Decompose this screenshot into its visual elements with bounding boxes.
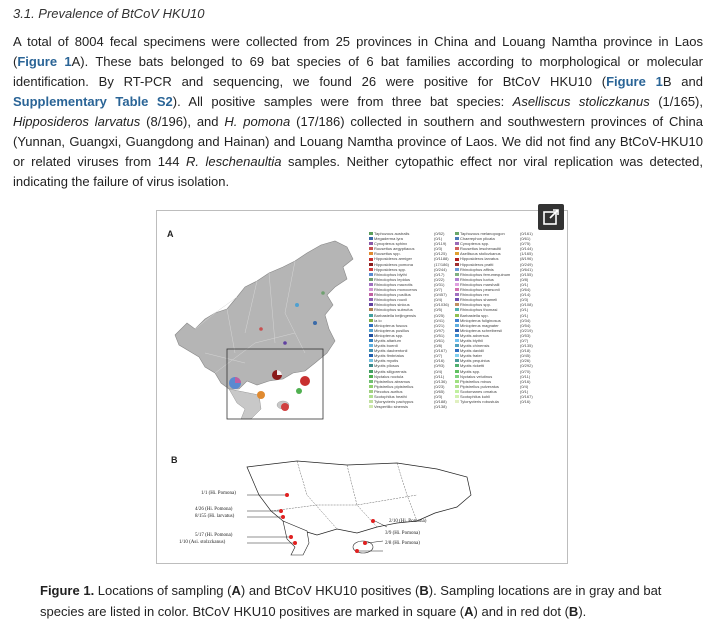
legend-swatch (455, 314, 459, 317)
legend-swatch (369, 263, 373, 266)
positive-label: 4/26 (Hi. Pomona) (195, 507, 233, 512)
sample-dot (283, 341, 287, 345)
legend-swatch (455, 349, 459, 352)
legend-count: (0/16) (520, 378, 531, 384)
expand-figure-button[interactable] (538, 204, 564, 230)
positive-label: 8/155 (Hi. larvatus) (195, 514, 235, 519)
legend-swatch (369, 334, 373, 337)
legend-count: (0/64) (520, 287, 531, 293)
legend-count: (0/219) (520, 327, 533, 333)
laos-region (229, 389, 261, 419)
legend-swatch (455, 380, 459, 383)
legend-count: (8/196) (520, 256, 533, 262)
legend-species-name: Myotis altarium (374, 337, 401, 343)
legend-swatch (455, 237, 459, 240)
sample-dot (321, 291, 325, 295)
legend-species-name: Rhinolophus pearsonii (460, 287, 500, 293)
legend-count: (0/7) (520, 337, 529, 343)
sample-pie (281, 403, 289, 411)
legend-swatch (455, 319, 459, 322)
legend-swatch (369, 370, 373, 373)
legend-swatch (455, 232, 459, 235)
legend-count: (0/61) (520, 236, 531, 242)
legend-species-name: Nyctalus velutinus (460, 373, 493, 379)
legend-swatch (369, 375, 373, 378)
legend-swatch (455, 395, 459, 398)
legend-swatch (455, 385, 459, 388)
expand-icon (538, 204, 564, 230)
legend-swatch (369, 247, 373, 250)
positive-dot (289, 535, 293, 539)
legend-count: (0/97) (434, 327, 445, 333)
species-name: Hipposideros larvatus (13, 114, 141, 129)
legend-count: (0/1) (520, 281, 529, 287)
legend-species-name: Myotis davidii (460, 348, 485, 354)
legend-swatch (369, 314, 373, 317)
legend-species-name: Myotis adversus (460, 332, 489, 338)
legend-count: (0/53) (520, 332, 531, 338)
legend-count: (0/16) (434, 358, 445, 364)
caption-ref: B (419, 583, 429, 598)
legend-count: (0/11) (520, 373, 531, 379)
species-name: H. pomona (224, 114, 291, 129)
legend-swatch (455, 293, 459, 296)
legend-swatch (455, 303, 459, 306)
legend-swatch (455, 273, 459, 276)
panel-a-label: A (167, 229, 174, 239)
legend-count: (17/186) (434, 261, 449, 267)
legend-count: (0/34) (520, 317, 531, 323)
legend-count: (0/3) (434, 394, 443, 399)
legend-count: (0/22) (434, 276, 445, 282)
positive-label: 1/1 (Hi. Pomona) (201, 491, 236, 496)
legend-species-name: Myotis ricketti (460, 363, 485, 369)
legend-swatch (455, 370, 459, 373)
legend-swatch (369, 258, 373, 261)
legend-species-name: Hipposideros spp. (374, 266, 407, 272)
legend-species-name: Myotis frater (460, 353, 483, 359)
legend-swatch (369, 288, 373, 291)
positive-dot (363, 541, 367, 545)
caption-text: ) and BtCoV HKU10 positives ( (240, 583, 420, 598)
legend-species-name: Miniopterus fuscus (374, 322, 408, 328)
legend-swatch (455, 298, 459, 301)
species-name: R. leschenaultia (185, 154, 282, 169)
legend-count: (0/3) (434, 246, 443, 252)
legend-count: (0/188) (434, 399, 447, 405)
legend-count: (0/14) (520, 292, 531, 298)
legend-count: (0/641) (520, 266, 533, 272)
legend-swatch (369, 252, 373, 255)
legend-entry (369, 404, 454, 409)
legend-species-name: Myotis chinensis (460, 343, 490, 349)
legend-species-name: Vespertilio sinensis (374, 404, 409, 410)
legend-species-name: Nyctalus noctula (374, 373, 404, 379)
legend-species-name: Cynopterus sphinx (374, 241, 408, 247)
legend-count: (0/125) (434, 251, 447, 257)
sample-pie (300, 376, 310, 386)
legend-swatch (455, 308, 459, 311)
legend-swatch (455, 242, 459, 245)
legend-swatch (455, 364, 459, 367)
legend-species-name: Pipistrellus abramus (374, 378, 411, 384)
legend-species-name: Myotis boerdi (374, 343, 398, 349)
legend-species-name: Myotis blythii (460, 337, 483, 343)
legend-species-name: Myotis daubentonii (374, 348, 408, 354)
legend-swatch (369, 359, 373, 362)
legend-species-name: Hipposideros pratti (460, 261, 494, 267)
legend-swatch (455, 390, 459, 393)
legend-swatch (455, 329, 459, 332)
legend-count: (0/167) (434, 348, 447, 354)
legend-species-name: Barbastella spp. (460, 312, 489, 318)
legend-species-name: Pipistrellus minus (460, 378, 492, 384)
legend-swatch (455, 359, 459, 362)
positive-label: 1/10 (Asi. stolzckanus) (179, 540, 226, 545)
body-paragraph (13, 32, 703, 192)
legend-count: (0/1188) (434, 256, 449, 262)
legend-species-name: Megaderma lyra (374, 236, 403, 242)
legend-swatch (369, 349, 373, 352)
para-text: B and (662, 74, 703, 89)
legend-species-name: Taphozous australis (374, 231, 410, 236)
legend-count: (0/93) (434, 363, 445, 369)
sample-pie (296, 388, 302, 394)
legend-swatch (455, 344, 459, 347)
legend-species-name: Cynopterus spp. (460, 241, 490, 247)
legend-swatch (369, 232, 373, 235)
para-text: A total of 8004 fecal specimens were collected from 25 provinces in China and Louang Namtha province in Laos ( (13, 34, 703, 69)
legend-swatch (369, 329, 373, 332)
legend-swatch (455, 268, 459, 271)
legend-species-name: Miniopterus pusillus (374, 327, 410, 333)
positive-label: 5/17 (Hi. Pomona) (195, 533, 233, 538)
legend-swatch (455, 252, 459, 255)
legend-count: (0/1) (520, 307, 529, 313)
legend-swatch (369, 405, 373, 408)
caption-ref: B (568, 604, 579, 619)
legend-count: (0/18) (520, 348, 531, 354)
caption-ref: A (464, 604, 474, 619)
legend-count: (0/161) (520, 231, 533, 236)
sample-pie (257, 391, 265, 399)
legend-species-name: Ia io (374, 317, 382, 323)
legend-species-name: Rhinolophus pusillus (374, 292, 411, 298)
legend-entry (455, 399, 540, 404)
legend-species-name: Myotis fimbriatus (374, 353, 405, 359)
legend-species-name: Scotophilus kuhli (460, 394, 491, 399)
legend-count: (0/4) (434, 368, 443, 374)
legend-swatch (455, 339, 459, 342)
legend-species-name: Myotis spp. (460, 368, 481, 374)
para-text: (1/165), (649, 94, 704, 109)
legend-count: (0/5) (434, 307, 443, 313)
positive-dot (293, 541, 297, 545)
legend-count: (0/51) (434, 332, 445, 338)
para-text: (8/196), and (140, 114, 225, 129)
china-map-a (165, 233, 365, 433)
legend-species-name: Miniopterus schreibersii (460, 327, 503, 333)
section-heading: 3.1. Prevalence of BtCoV HKU10 (13, 6, 205, 21)
legend-species-name: Rhinolophus affinis (460, 266, 494, 272)
legend-species-name: Pipistrellus pipistrellus (374, 383, 414, 389)
legend-swatch (369, 395, 373, 398)
legend-species-name: Pipistrellus pulveratus (460, 383, 499, 389)
region-outline (247, 461, 471, 535)
legend-count: (0/108) (520, 302, 533, 308)
legend-count: (0/155) (520, 271, 533, 277)
caption-label: Figure 1. (40, 583, 95, 598)
legend-species-name: Hipposideros pomona (374, 261, 413, 267)
para-text: samples. Neither cytopathic effect nor viral replication was detected, indicating the failure of virus isolation. (13, 154, 703, 189)
legend-species-name: Miniopterus spp. (374, 332, 404, 338)
legend-species-name: Scotomanes ornatus (460, 388, 497, 394)
legend-swatch (455, 263, 459, 266)
legend-species-name: Tylonycteris pachypus (374, 399, 414, 405)
legend-species-name: Rhinolophus monoceros (374, 287, 418, 293)
legend-count: (0/23) (434, 383, 445, 389)
legend-swatch (369, 354, 373, 357)
legend-count: (0/61) (434, 337, 445, 343)
legend-count: (0/11) (434, 373, 445, 379)
legend-count: (0/26) (520, 358, 531, 364)
supplementary-table-link[interactable]: Supplementary Table S2 (13, 94, 173, 109)
legend-swatch (369, 319, 373, 322)
legend-swatch (369, 237, 373, 240)
legend-count: (0/7) (434, 353, 443, 359)
positive-dot (371, 519, 375, 523)
legend-species-name: Rousettus leschenaultii (460, 246, 502, 252)
legend-species-name: Rhinolophus macrotis (374, 281, 413, 287)
figure-image[interactable] (156, 210, 568, 564)
china-landmass (175, 241, 353, 389)
legend-species-name: Rhinolophus blythi (374, 271, 407, 277)
legend-species-name: Hipposideros armiger (374, 256, 413, 262)
legend-swatch (455, 324, 459, 327)
legend-count: (0/138) (434, 404, 447, 410)
legend-swatch (369, 278, 373, 281)
legend-species-name: Rhinolophus thomasi (460, 307, 498, 313)
legend-swatch (455, 400, 459, 403)
legend-count: (0/7) (434, 287, 443, 293)
legend-count: (0/45) (520, 353, 531, 359)
legend-swatch (455, 354, 459, 357)
figure-caption (40, 580, 700, 622)
legend-count: (0/8) (520, 276, 529, 282)
species-name: Aselliscus stoliczkanus (512, 94, 650, 109)
legend-species-name: Taphozous melanopogon (460, 231, 505, 236)
legend-swatch (369, 293, 373, 296)
legend-count: (1/165) (520, 251, 533, 257)
legend-count: (0/1) (520, 312, 529, 318)
legend-swatch (455, 283, 459, 286)
legend-count: (0/25) (434, 312, 445, 318)
species-legend-col1 (369, 231, 454, 409)
legend-count: (0/54) (520, 322, 531, 328)
legend-swatch (369, 364, 373, 367)
legend-species-name: Rhinolophus luctus (460, 276, 494, 282)
legend-species-name: Aselliscus stoliczkanus (460, 251, 501, 257)
legend-species-name: Rhinolophus sinicus (374, 302, 410, 308)
legend-species-name: Rhinolophus marshalli (460, 281, 500, 287)
legend-count: (0/4) (434, 297, 443, 303)
legend-count: (0/1) (520, 388, 529, 394)
legend-count: (0/135) (520, 343, 533, 349)
legend-count: (0/8) (434, 343, 443, 349)
sample-dot (259, 327, 263, 331)
legend-species-name: Myotis myotis (374, 358, 399, 364)
legend-swatch (369, 344, 373, 347)
positive-dot (285, 493, 289, 497)
legend-count: (0/41) (434, 317, 445, 323)
legend-species-name: Rousettus spp. (374, 251, 401, 257)
legend-species-name: Rhinolophus shameli (460, 297, 498, 303)
legend-species-name: Rhinolophus lepidus (374, 276, 411, 282)
legend-count: (0/1036) (434, 302, 449, 308)
legend-species-name: Rhinolophus ferrumequinum (460, 271, 511, 277)
legend-swatch (369, 390, 373, 393)
legend-species-name: Myotis siligorensis (374, 368, 407, 374)
legend-count: (0/3) (520, 297, 529, 303)
legend-swatch (455, 334, 459, 337)
legend-count: (0/167) (520, 394, 533, 399)
legend-count: (0/17) (434, 271, 445, 277)
legend-species-name: Rhinolophus rouxii (374, 297, 407, 303)
legend-swatch (369, 242, 373, 245)
legend-species-name: Myotis pilosus (374, 363, 400, 369)
positive-label: 3/9 (Hi. Pomona) (385, 531, 420, 536)
legend-count: (0/119) (434, 241, 447, 247)
legend-swatch (455, 375, 459, 378)
legend-swatch (369, 273, 373, 276)
legend-swatch (369, 380, 373, 383)
sample-dot (295, 303, 299, 307)
legend-species-name: Tylonycteris robustula (460, 399, 499, 405)
caption-text: ). (578, 604, 587, 619)
legend-swatch (369, 385, 373, 388)
legend-swatch (455, 288, 459, 291)
legend-species-name: Myotis pequinius (460, 358, 490, 364)
legend-species-name: Rhinolophus rex (460, 292, 489, 298)
positive-dot (281, 515, 285, 519)
legend-count: (0/457) (434, 292, 447, 298)
caption-text: ). Sampling locations are in gray and bat species are listed in color. BtCoV HKU10 positives are marked in square ( (40, 583, 662, 619)
legend-swatch (369, 268, 373, 271)
legend-count: (0/21) (434, 322, 445, 328)
legend-count: (0/244) (434, 266, 447, 272)
legend-swatch (369, 283, 373, 286)
legend-count: (0/31) (434, 281, 445, 287)
legend-swatch (455, 278, 459, 281)
legend-species-name: Hipposideros larvatus (460, 256, 499, 262)
legend-count: (0/292) (520, 363, 533, 369)
legend-count: (0/1) (434, 236, 443, 242)
caption-text: ) and in red dot ( (473, 604, 569, 619)
legend-species-name: Scotophilus heathi (374, 394, 407, 399)
legend-species-name: Rhinolophus subrufus (374, 307, 413, 313)
para-text: A). These bats belonged to 69 bat species of 6 bat families according to morphological or molecular identification. By RT-PCR and sequencing, we found 26 were positive for BtCoV HKU10 ( (13, 54, 703, 89)
sample-dot (313, 321, 317, 325)
legend-species-name: Miniopterus magnater (460, 322, 499, 328)
legend-species-name: Rousettus aegyptiacus (374, 246, 415, 252)
legend-swatch (455, 247, 459, 250)
legend-count: (0/75) (520, 241, 531, 247)
legend-count: (0/70) (520, 368, 531, 374)
legend-count: (0/144) (520, 246, 533, 252)
positive-label: 2/10 (Hi. Pomona) (389, 519, 427, 524)
legend-swatch (369, 308, 373, 311)
legend-swatch (369, 303, 373, 306)
legend-swatch (455, 258, 459, 261)
legend-species-name: Plecotus auritus (374, 388, 403, 394)
positive-dot (355, 549, 359, 553)
legend-count: (0/136) (434, 378, 447, 384)
legend-swatch (369, 324, 373, 327)
para-text: ). All positive samples were from three bat species: (172, 94, 513, 109)
caption-ref: A (231, 583, 241, 598)
positive-dot (279, 509, 283, 513)
panel-b-label: B (171, 455, 178, 465)
legend-species-name: Rhinolophus spp. (460, 302, 491, 308)
species-legend-col2 (455, 231, 540, 404)
legend-count: (0/249) (520, 261, 533, 267)
positive-label: 2/8 (Hi. Pomona) (385, 541, 420, 546)
para-text: (17/186) collected in southern and southwestern provinces of China (Yunnan, Guangxi, Guangdong and Hainan) and Louang Namtha province of Laos. We did not find any BtCoV-HKU10 or related viruses from 144 (13, 114, 703, 169)
legend-count: (0/4) (520, 383, 529, 389)
legend-species-name: Chaerephon plicata (460, 236, 495, 242)
legend-species-name: Barbastella beijingensis (374, 312, 417, 318)
legend-swatch (369, 339, 373, 342)
legend-count: (0/52) (434, 231, 445, 236)
legend-count: (0/65) (434, 388, 445, 394)
figure-1b-link[interactable]: Figure 1 (606, 74, 663, 89)
caption-text: Locations of sampling ( (94, 583, 232, 598)
figure-1-link[interactable]: Figure 1 (17, 54, 72, 69)
legend-swatch (369, 400, 373, 403)
legend-swatch (369, 298, 373, 301)
legend-species-name: Miniopterus fuliginosus (460, 317, 501, 323)
legend-count: (0/16) (520, 399, 531, 405)
